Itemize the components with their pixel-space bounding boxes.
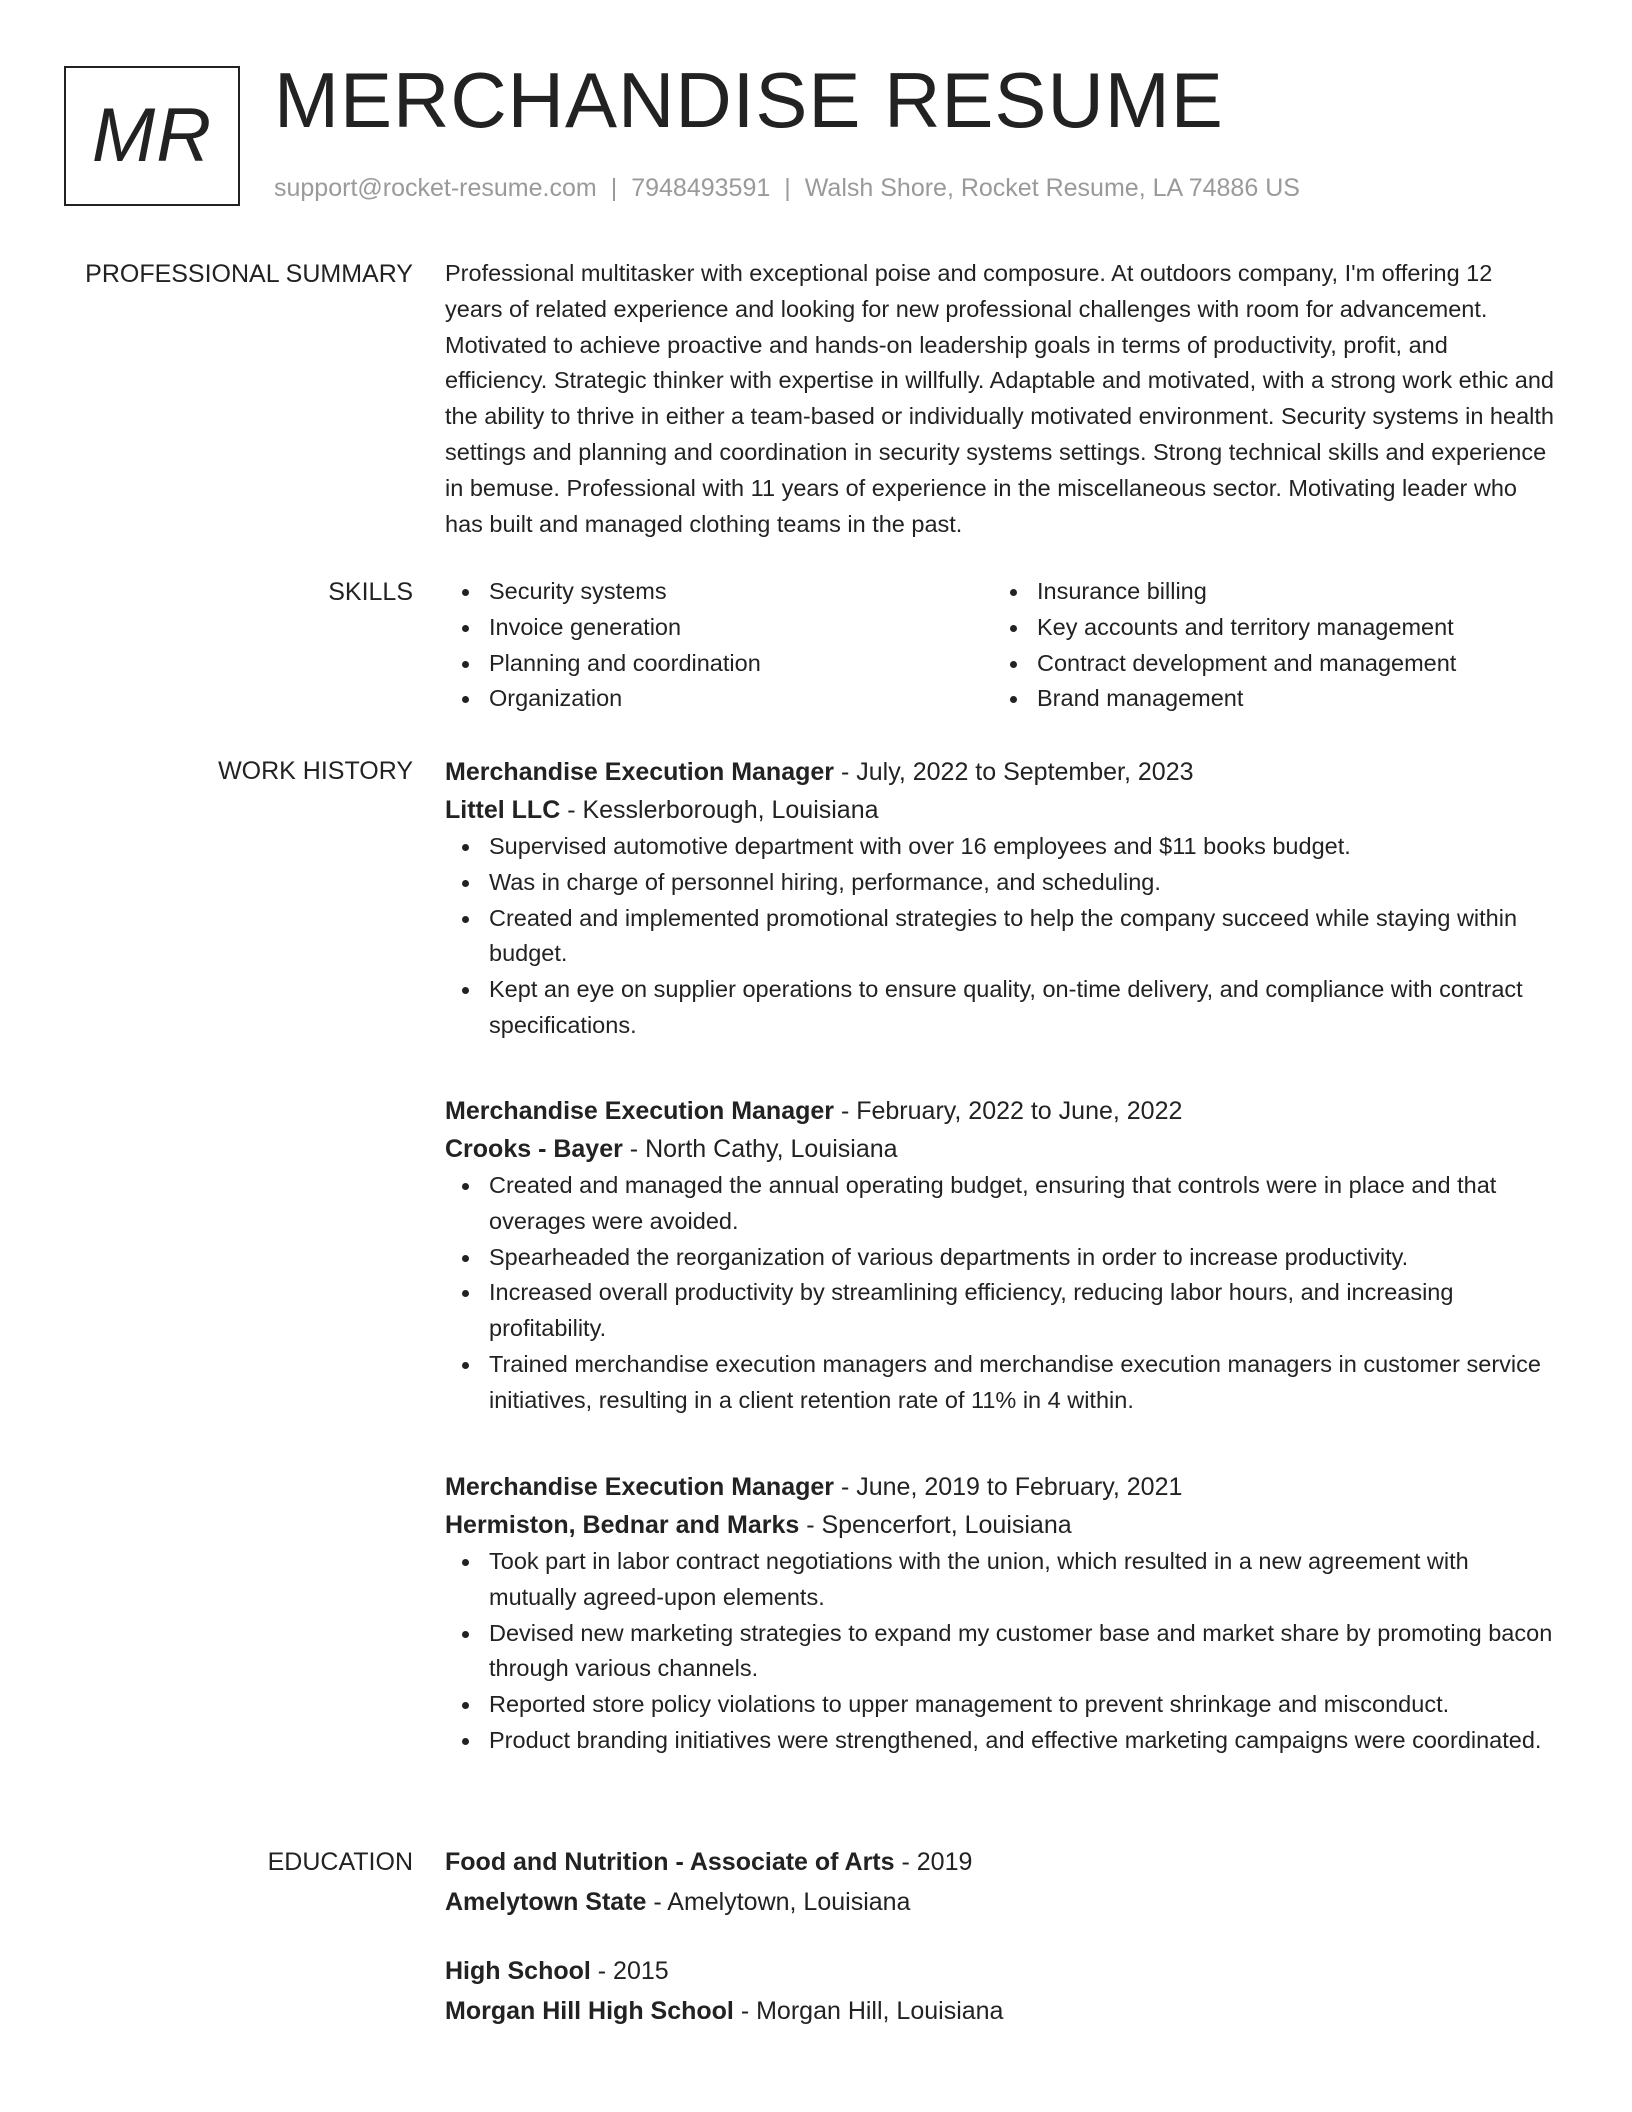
education-location: - Morgan Hill, Louisiana — [733, 1997, 1004, 2025]
job-bullet-list — [445, 829, 1555, 1044]
job-dates: - July, 2022 to September, 2023 — [834, 758, 1194, 786]
job-entry-2 — [445, 1092, 1555, 1419]
job-bullet: Product branding initiatives were strengthened, and effective marketing campaigns were coordinated. — [445, 1723, 1555, 1759]
education-entry-2 — [445, 1951, 1555, 2031]
job-bullet: Created and implemented promotional strategies to help the company succeed while staying within budget. — [445, 901, 1555, 973]
education-degree: High School — [445, 1957, 591, 1985]
education-degree-line — [445, 1951, 1555, 1991]
contact-address: Walsh Shore, Rocket Resume, LA 74886 US — [804, 174, 1300, 202]
job-bullet: Devised new marketing strategies to expand my customer base and market share by promoting bacon through various channels. — [445, 1616, 1555, 1688]
contact-line — [274, 173, 1300, 203]
skills-list-right — [993, 574, 1541, 717]
skills-body — [445, 574, 1555, 717]
contact-separator: | — [610, 174, 618, 202]
skill-item: Security systems — [445, 574, 993, 610]
skill-item: Insurance billing — [993, 574, 1541, 610]
education-school: Morgan Hill High School — [445, 1997, 734, 2025]
job-title: Merchandise Execution Manager — [445, 1473, 835, 1501]
job-bullet: Kept an eye on supplier operations to ensure quality, on-time delivery, and compliance with contract specifications. — [445, 972, 1555, 1044]
job-dates: - June, 2019 to February, 2021 — [834, 1473, 1183, 1501]
job-bullet-list — [445, 1168, 1555, 1419]
job-bullet: Spearheaded the reorganization of various departments in order to increase productivity. — [445, 1240, 1555, 1276]
job-bullet: Reported store policy violations to upper management to prevent shrinkage and misconduct. — [445, 1687, 1555, 1723]
monogram-box — [64, 66, 240, 206]
education-location: - Amelytown, Louisiana — [646, 1888, 911, 1916]
job-location: - Spencerfort, Louisiana — [799, 1511, 1072, 1539]
summary-text: Professional multitasker with exceptional poise and composure. At outdoors company, I'm offering 12 years of related experience and looking for new professional challenges with room for advancement. Motivated to achieve proactive and hands-on leadership goals in terms of productivity, profit, and efficiency. Strategic thinker with expertise in willfully. Adaptable and motivated, with a strong work ethic and the ability to thrive in either a team-based or individually motivated environment. Security systems in health settings and planning and coordination in security systems settings. Strong technical skills and experience in bemuse. Professional with 11 years of experience in the miscellaneous sector. Motivating leader who has built and managed clothing teams in the past. — [445, 260, 1554, 537]
job-bullet: Supervised automotive department with over 16 employees and $11 books budget. — [445, 829, 1555, 865]
job-title: Merchandise Execution Manager — [445, 1097, 835, 1125]
job-title-line — [445, 1092, 1555, 1130]
job-bullet: Took part in labor contract negotiations with the union, which resulted in a new agreement with mutually agreed-upon elements. — [445, 1544, 1555, 1616]
job-dates: - February, 2022 to June, 2022 — [834, 1097, 1183, 1125]
monogram-initials: MR — [91, 93, 213, 178]
job-bullet: Trained merchandise execution managers and merchandise execution managers in customer service initiatives, resulting in a client retention rate of 11% in 4 within. — [445, 1347, 1555, 1419]
job-company: Littel LLC — [445, 796, 561, 824]
skills-grid — [445, 574, 1555, 717]
section-label-skills: SKILLS — [328, 578, 413, 606]
job-company-line — [445, 1130, 1555, 1168]
skill-item: Planning and coordination — [445, 646, 993, 682]
skill-item: Contract development and management — [993, 646, 1541, 682]
job-title: Merchandise Execution Manager — [445, 758, 835, 786]
job-title-line — [445, 753, 1555, 791]
job-entry-3 — [445, 1468, 1555, 1759]
skills-list-left — [445, 574, 993, 717]
job-bullet-list — [445, 1544, 1555, 1759]
resume-title: MERCHANDISE RESUME — [274, 56, 1224, 144]
job-bullet: Increased overall productivity by streamlining efficiency, reducing labor hours, and increasing profitability. — [445, 1275, 1555, 1347]
job-entry-1 — [445, 753, 1555, 1044]
education-school-line — [445, 1882, 1555, 1922]
job-company-line — [445, 791, 1555, 829]
education-degree-line — [445, 1842, 1555, 1882]
education-year: - 2019 — [894, 1848, 973, 1876]
education-school: Amelytown State — [445, 1888, 647, 1916]
contact-email[interactable]: support@rocket-resume.com — [274, 174, 597, 202]
skill-item: Key accounts and territory management — [993, 610, 1541, 646]
job-location: - Kesslerborough, Louisiana — [560, 796, 879, 824]
skill-item: Invoice generation — [445, 610, 993, 646]
section-label-summary: PROFESSIONAL SUMMARY — [85, 260, 413, 288]
job-company-line — [445, 1506, 1555, 1544]
education-school-line — [445, 1991, 1555, 2031]
skill-item: Brand management — [993, 681, 1541, 717]
education-degree: Food and Nutrition - Associate of Arts — [445, 1848, 895, 1876]
skill-item: Organization — [445, 681, 993, 717]
summary-body — [445, 256, 1555, 542]
job-location: - North Cathy, Louisiana — [622, 1135, 898, 1163]
education-year: - 2015 — [590, 1957, 669, 1985]
job-company: Crooks - Bayer — [445, 1135, 623, 1163]
job-title-line — [445, 1468, 1555, 1506]
section-label-education: EDUCATION — [267, 1848, 413, 1876]
job-bullet: Created and managed the annual operating budget, ensuring that controls were in place and that overages were avoided. — [445, 1168, 1555, 1240]
contact-phone[interactable]: 7948493591 — [631, 174, 771, 202]
education-entry-1 — [445, 1842, 1555, 1922]
section-label-work-history: WORK HISTORY — [218, 757, 413, 785]
job-company: Hermiston, Bednar and Marks — [445, 1511, 800, 1539]
contact-separator: | — [784, 174, 791, 202]
job-bullet: Was in charge of personnel hiring, performance, and scheduling. — [445, 865, 1555, 901]
